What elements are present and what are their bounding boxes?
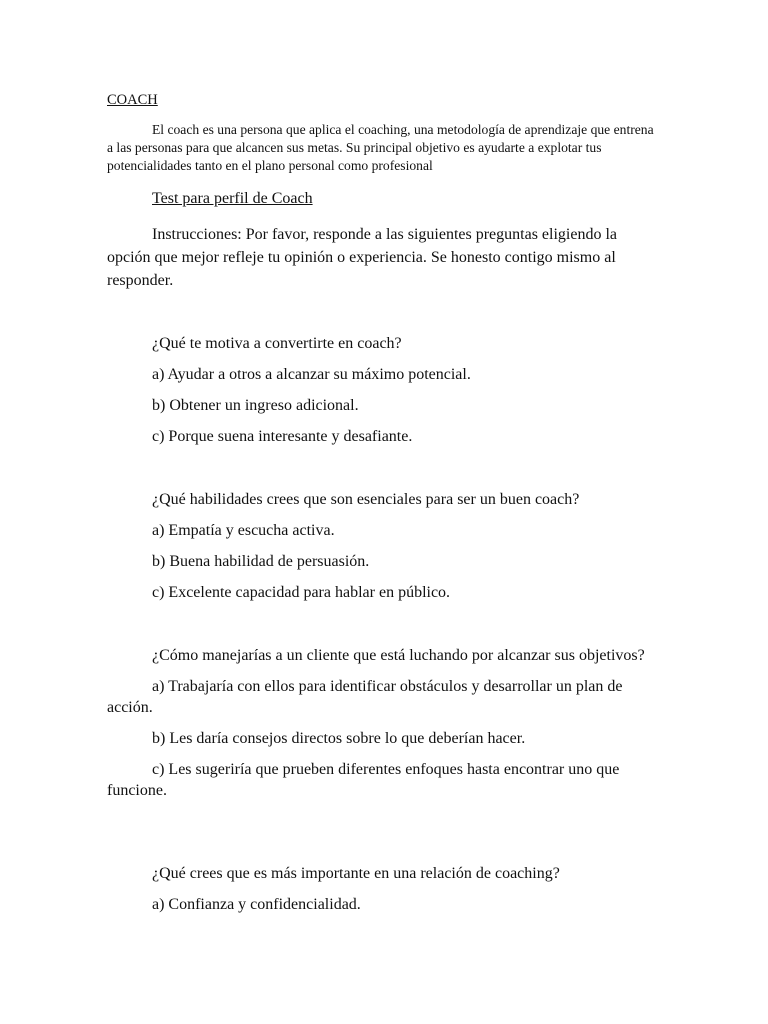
answer-option: a) Trabajaría con ellos para identificar obstáculos y desarrollar un plan de acción.	[107, 678, 623, 716]
question-block-4	[107, 863, 652, 925]
instructions-paragraph: Instrucciones: Por favor, responde a las siguientes preguntas eligiendo la opción que mejor refleje tu opinión o experiencia. Se honesto contigo mismo al responder.	[107, 226, 618, 289]
answer-option: b) Les daría consejos directos sobre lo que deberían hacer.	[152, 730, 526, 747]
question-text: ¿Qué te motiva a convertirte en coach?	[152, 335, 402, 352]
answer-option: a) Empatía y escucha activa.	[152, 522, 335, 539]
answer-option: c) Excelente capacidad para hablar en público.	[152, 584, 451, 601]
answer-option: c) Les sugeriría que prueben diferentes enfoques hasta encontrar uno que funcione.	[107, 761, 620, 799]
question-block-1	[107, 333, 652, 457]
question-text: ¿Qué habilidades crees que son esenciales para ser un buen coach?	[152, 491, 580, 508]
answer-option: c) Porque suena interesante y desafiante.	[152, 428, 413, 445]
answer-option: b) Buena habilidad de persuasión.	[152, 553, 370, 570]
answer-option: b) Obtener un ingreso adicional.	[152, 397, 359, 414]
answer-option: a) Ayudar a otros a alcanzar su máximo potencial.	[152, 366, 471, 383]
document-heading: COACH	[107, 92, 158, 108]
question-block-2	[107, 489, 652, 613]
question-text: ¿Cómo manejarías a un cliente que está luchando por alcanzar sus objetivos?	[152, 647, 645, 664]
question-text: ¿Qué crees que es más importante en una relación de coaching?	[152, 865, 560, 882]
test-title: Test para perfil de Coach	[152, 190, 313, 207]
intro-paragraph: El coach es una persona que aplica el coaching, una metodología de aprendizaje que entrena a las personas para que alcancen sus metas. Su principal objetivo es ayudarte a explotar tus potencialidades tanto en el plano personal como profesional	[107, 122, 654, 173]
question-block-3	[107, 645, 652, 811]
answer-option: a) Confianza y confidencialidad.	[152, 896, 361, 913]
